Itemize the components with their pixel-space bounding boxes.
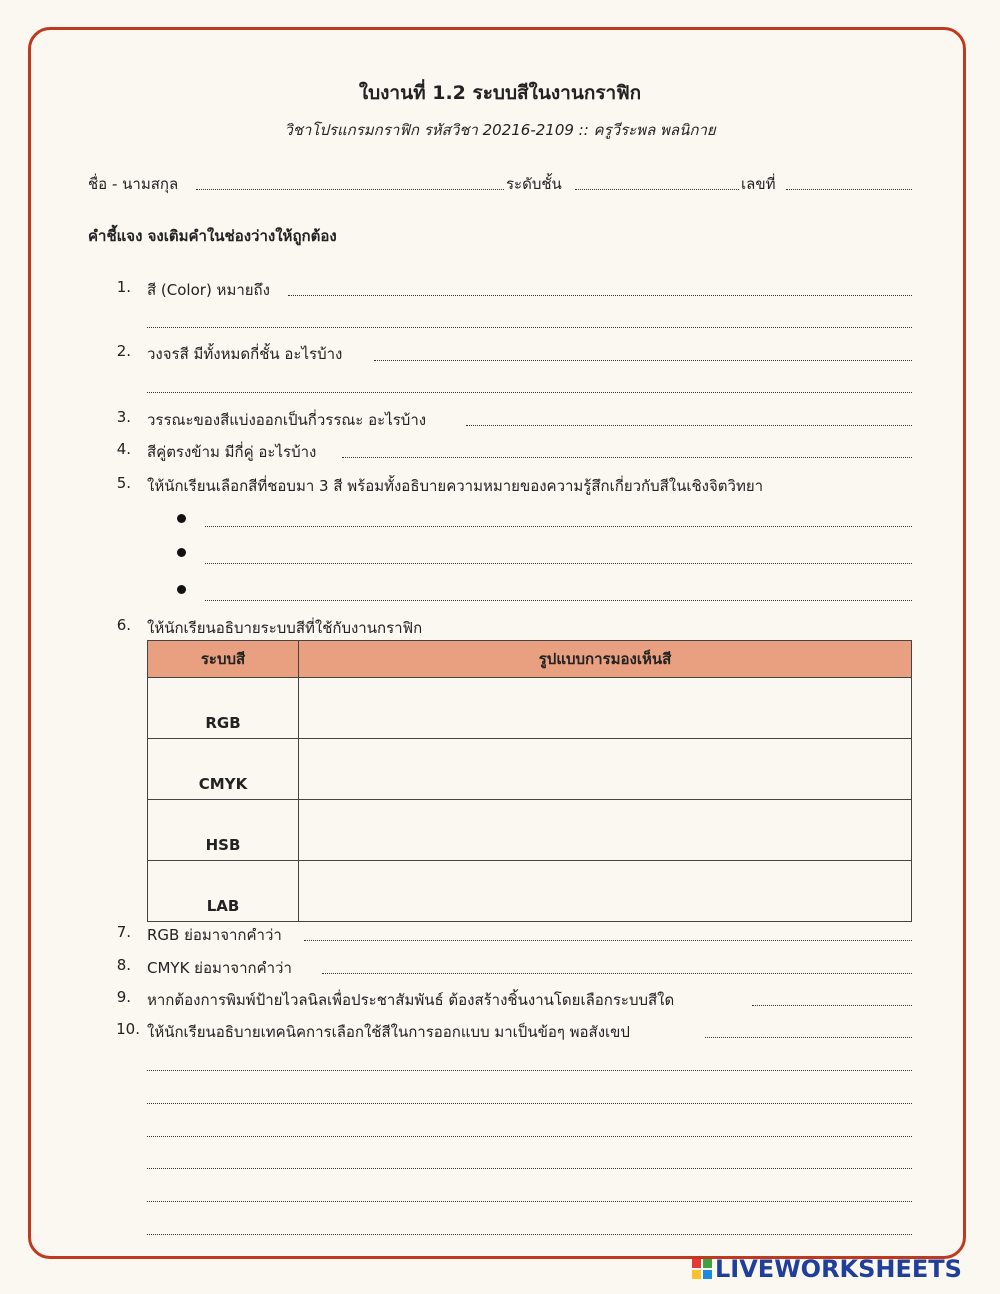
table-row	[148, 861, 912, 922]
bullet-icon	[177, 585, 186, 594]
answer-cell[interactable]	[299, 739, 912, 800]
liveworksheets-logo	[692, 1255, 962, 1283]
question-number: 4.	[116, 440, 131, 458]
answer-cell[interactable]	[299, 678, 912, 739]
instructions: คำชี้แจง จงเติมคำในช่องว่างให้ถูกต้อง	[88, 227, 337, 245]
question-number: 6.	[116, 616, 131, 634]
level-field[interactable]	[575, 189, 739, 190]
number-field[interactable]	[786, 189, 912, 190]
color-system-code: RGB	[148, 678, 299, 739]
question-text: ให้นักเรียนเลือกสีที่ชอบมา 3 สี พร้อมทั้งอธิบายความหมายของความรู้สึกเกี่ยวกับสีในเชิงจิตวิทยา	[147, 477, 764, 495]
answer-cell[interactable]	[299, 861, 912, 922]
question-text: สี (Color) หมายถึง	[147, 281, 270, 299]
answer-line[interactable]	[205, 526, 912, 527]
color-system-code: LAB	[148, 861, 299, 922]
name-field[interactable]	[196, 189, 504, 190]
name-label: ชื่อ - นามสกุล	[88, 175, 179, 193]
question-text: วรรณะของสีแบ่งออกเป็นกี่วรรณะ อะไรบ้าง	[147, 411, 427, 429]
level-label: ระดับชั้น	[506, 175, 562, 193]
worksheet-title: ใบงานที่ 1.2 ระบบสีในงานกราฟิก	[358, 82, 642, 104]
answer-line[interactable]	[374, 360, 912, 361]
answer-line[interactable]	[705, 1037, 912, 1038]
table-row	[148, 800, 912, 861]
question-number: 8.	[116, 956, 131, 974]
question-number: 2.	[116, 342, 131, 360]
question-text: ให้นักเรียนอธิบายเทคนิคการเลือกใช้สีในการออกแบบ มาเป็นข้อๆ พอสังเขป	[147, 1023, 630, 1041]
answer-line[interactable]	[147, 1201, 912, 1202]
color-system-code: CMYK	[148, 739, 299, 800]
question-number: 5.	[116, 474, 131, 492]
answer-line[interactable]	[205, 600, 912, 601]
worksheet-subtitle: วิชาโปรแกรมกราฟิก รหัสวิชา 20216-2109 :: ครูวีระพล พลนิกาย	[284, 121, 716, 139]
question-number: 3.	[116, 408, 131, 426]
table-header: ระบบสี	[148, 641, 299, 678]
bullet-icon	[177, 514, 186, 523]
table-row	[148, 678, 912, 739]
answer-line[interactable]	[147, 392, 912, 393]
question-number: 10.	[116, 1020, 140, 1038]
answer-line[interactable]	[342, 457, 912, 458]
answer-line[interactable]	[466, 425, 912, 426]
answer-line[interactable]	[147, 1070, 912, 1071]
answer-line[interactable]	[147, 1136, 912, 1137]
question-text: ให้นักเรียนอธิบายระบบสีที่ใช้กับงานกราฟิก	[147, 619, 423, 637]
brand-name: LIVEWORKSHEETS	[715, 1255, 962, 1283]
table-row	[148, 739, 912, 800]
answer-line[interactable]	[147, 1103, 912, 1104]
number-label: เลขที่	[741, 175, 776, 193]
answer-line[interactable]	[304, 940, 912, 941]
table-header: รูปแบบการมองเห็นสี	[299, 641, 912, 678]
answer-line[interactable]	[288, 295, 912, 296]
answer-line[interactable]	[205, 563, 912, 564]
question-text: RGB ย่อมาจากคำว่า	[147, 926, 282, 944]
question-number: 1.	[116, 278, 131, 296]
answer-line[interactable]	[147, 1234, 912, 1235]
question-text: CMYK ย่อมาจากคำว่า	[147, 959, 292, 977]
question-text: วงจรสี มีทั้งหมดกี่ชั้น อะไรบ้าง	[147, 345, 343, 363]
question-text: สีคู่ตรงข้าม มีกี่คู่ อะไรบ้าง	[147, 443, 317, 461]
question-number: 7.	[116, 923, 131, 941]
logo-tiles-icon	[692, 1259, 712, 1279]
answer-line[interactable]	[147, 1168, 912, 1169]
answer-line[interactable]	[752, 1005, 912, 1006]
bullet-icon	[177, 548, 186, 557]
color-system-code: HSB	[148, 800, 299, 861]
answer-cell[interactable]	[299, 800, 912, 861]
question-text: หากต้องการพิมพ์ป้ายไวลนิลเพื่อประชาสัมพันธ์ ต้องสร้างชิ้นงานโดยเลือกระบบสีใด	[147, 991, 675, 1009]
color-system-table	[147, 640, 912, 922]
question-number: 9.	[116, 988, 131, 1006]
answer-line[interactable]	[147, 327, 912, 328]
answer-line[interactable]	[322, 973, 912, 974]
